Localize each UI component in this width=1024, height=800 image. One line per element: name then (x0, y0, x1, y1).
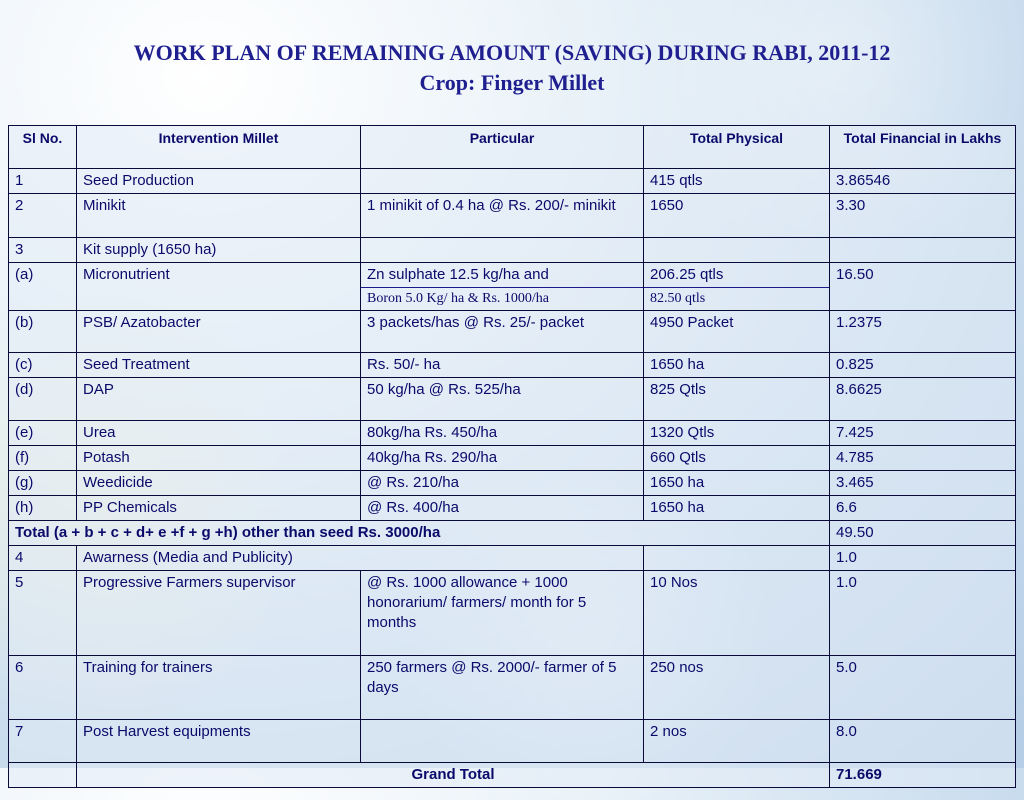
cell-intervention: Weedicide (77, 471, 361, 496)
cell-particular: @ Rs. 210/ha (361, 471, 644, 496)
title-line-2: Crop: Finger Millet (419, 70, 605, 95)
cell-financial: 1.0 (830, 571, 1016, 656)
cell-financial: 0.825 (830, 353, 1016, 378)
cell-particular: @ Rs. 400/ha (361, 496, 644, 521)
cell-physical: 1320 Qtls (644, 421, 830, 446)
cell-physical: 825 Qtls (644, 378, 830, 421)
cell-particular: 250 farmers @ Rs. 2000/- farmer of 5 days (361, 656, 644, 720)
cell-physical: 10 Nos (644, 571, 830, 656)
table-row (9, 378, 1016, 421)
cell-intervention: Seed Production (77, 169, 361, 194)
cell-physical (644, 546, 830, 571)
cell-intervention: DAP (77, 378, 361, 421)
table-row (9, 656, 1016, 720)
grand-total-empty-cell (9, 763, 77, 788)
cell-sl: (h) (9, 496, 77, 521)
cell-financial (830, 238, 1016, 263)
cell-financial: 3.465 (830, 471, 1016, 496)
grand-total-financial: 71.669 (830, 763, 1016, 788)
cell-particular (361, 720, 644, 763)
table-row (9, 194, 1016, 238)
header-particular: Particular (361, 126, 644, 169)
cell-physical: 660 Qtls (644, 446, 830, 471)
physical-line-2: 82.50 qtls (650, 291, 706, 306)
header-intervention: Intervention Millet (77, 126, 361, 169)
cell-financial: 5.0 (830, 656, 1016, 720)
cell-intervention: Urea (77, 421, 361, 446)
table-row (9, 238, 1016, 263)
cell-physical: 2 nos (644, 720, 830, 763)
cell-physical (644, 238, 830, 263)
cell-intervention: Training for trainers (77, 656, 361, 720)
cell-sl: (b) (9, 311, 77, 353)
cell-financial: 16.50 (830, 263, 1016, 311)
header-financial: Total Financial in Lakhs (830, 126, 1016, 169)
cell-particular: 50 kg/ha @ Rs. 525/ha (361, 378, 644, 421)
table-row (9, 263, 1016, 311)
cell-particular: 40kg/ha Rs. 290/ha (361, 446, 644, 471)
cell-physical: 415 qtls (644, 169, 830, 194)
cell-sl: 1 (9, 169, 77, 194)
table-row (9, 496, 1016, 521)
cell-sl: 3 (9, 238, 77, 263)
cell-physical: 1650 ha (644, 471, 830, 496)
cell-particular (361, 238, 644, 263)
cell-sl: (c) (9, 353, 77, 378)
cell-intervention: Progressive Farmers supervisor (77, 571, 361, 656)
table-row (9, 311, 1016, 353)
cell-sl: (a) (9, 263, 77, 311)
cell-financial: 6.6 (830, 496, 1016, 521)
work-plan-table (8, 125, 1016, 788)
particular-line-2: Boron 5.0 Kg/ ha & Rs. 1000/ha (367, 291, 549, 306)
cell-particular: 1 minikit of 0.4 ha @ Rs. 200/- minikit (361, 194, 644, 238)
table-header-row (9, 126, 1016, 169)
header-sl: Sl No. (9, 126, 77, 169)
cell-intervention: Minikit (77, 194, 361, 238)
cell-particular (361, 263, 644, 311)
cell-financial: 8.0 (830, 720, 1016, 763)
cell-particular: 3 packets/has @ Rs. 25/- packet (361, 311, 644, 353)
cell-financial: 3.86546 (830, 169, 1016, 194)
header-physical: Total Physical (644, 126, 830, 169)
total-row (9, 521, 1016, 546)
cell-intervention: Potash (77, 446, 361, 471)
grand-total-row (9, 763, 1016, 788)
table-row (9, 471, 1016, 496)
cell-sl: 5 (9, 571, 77, 656)
cell-physical: 1650 ha (644, 353, 830, 378)
cell-intervention: Post Harvest equipments (77, 720, 361, 763)
cell-financial: 1.2375 (830, 311, 1016, 353)
table-row (9, 353, 1016, 378)
cell-sl: (f) (9, 446, 77, 471)
cell-intervention: Awarness (Media and Publicity) (77, 546, 644, 571)
cell-financial: 1.0 (830, 546, 1016, 571)
cell-intervention: Kit supply (1650 ha) (77, 238, 361, 263)
cell-financial: 8.6625 (830, 378, 1016, 421)
cell-sl: (d) (9, 378, 77, 421)
cell-physical: 1650 (644, 194, 830, 238)
cell-particular: 80kg/ha Rs. 450/ha (361, 421, 644, 446)
cell-intervention: Seed Treatment (77, 353, 361, 378)
grand-total-label: Grand Total (77, 763, 830, 788)
table-row (9, 546, 1016, 571)
cell-sl: (g) (9, 471, 77, 496)
cell-intervention: Micronutrient (77, 263, 361, 311)
cell-particular: @ Rs. 1000 allowance + 1000 honorarium/ farmers/ month for 5 months (361, 571, 644, 656)
page-title (0, 38, 1024, 98)
cell-financial: 7.425 (830, 421, 1016, 446)
cell-sl: (e) (9, 421, 77, 446)
total-financial: 49.50 (830, 521, 1016, 546)
cell-physical: 4950 Packet (644, 311, 830, 353)
table-row (9, 169, 1016, 194)
cell-financial: 4.785 (830, 446, 1016, 471)
cell-intervention: PP Chemicals (77, 496, 361, 521)
cell-particular: Rs. 50/- ha (361, 353, 644, 378)
title-line-1: WORK PLAN OF REMAINING AMOUNT (SAVING) DURING RABI, 2011-12 (133, 40, 891, 65)
cell-sl: 6 (9, 656, 77, 720)
physical-line-1: 206.25 qtls (644, 263, 829, 288)
cell-physical: 1650 ha (644, 496, 830, 521)
cell-particular (361, 169, 644, 194)
total-label: Total (a + b + c + d+ e +f + g +h) other than seed Rs. 3000/ha (9, 521, 830, 546)
cell-physical: 250 nos (644, 656, 830, 720)
particular-line-1: Zn sulphate 12.5 kg/ha and (361, 263, 643, 288)
table-row (9, 571, 1016, 656)
table-row (9, 421, 1016, 446)
cell-financial: 3.30 (830, 194, 1016, 238)
cell-sl: 4 (9, 546, 77, 571)
table-row (9, 720, 1016, 763)
cell-sl: 2 (9, 194, 77, 238)
cell-sl: 7 (9, 720, 77, 763)
table-row (9, 446, 1016, 471)
cell-intervention: PSB/ Azatobacter (77, 311, 361, 353)
cell-physical (644, 263, 830, 311)
